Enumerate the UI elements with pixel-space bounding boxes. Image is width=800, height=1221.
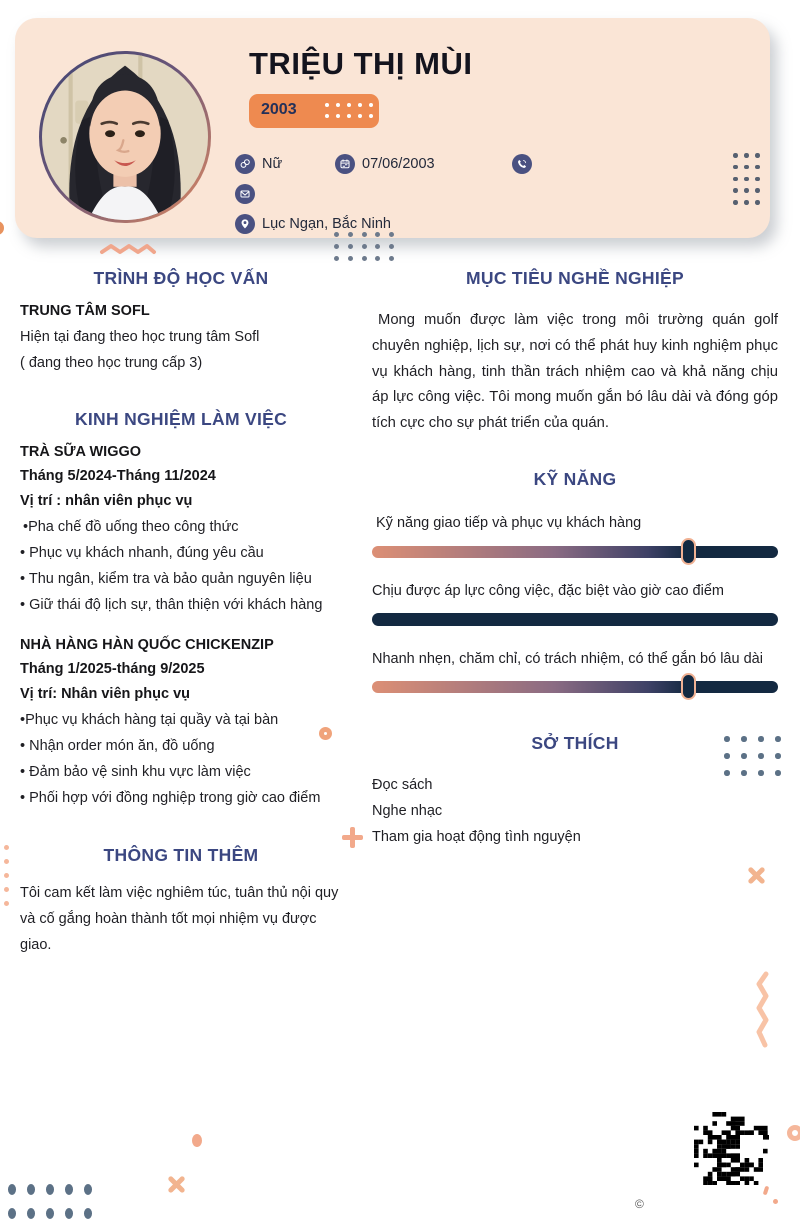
job-duty: • Phục vụ khách nhanh, đúng yêu cầu — [20, 545, 264, 561]
skill-slider-thumb[interactable] — [681, 673, 696, 700]
skill-slider-thumb[interactable] — [681, 538, 696, 565]
job-duty: •Pha chế đồ uống theo công thức — [23, 519, 239, 535]
section-title-education: TRÌNH ĐỘ HỌC VẤN — [93, 268, 269, 288]
education-line: Hiện tại đang theo học trung tâm Sofl — [20, 329, 260, 345]
hobby-item: Tham gia hoạt động tình nguyện — [372, 829, 581, 845]
job-duty: •Phục vụ khách hàng tại quầy và tại bàn — [20, 712, 279, 728]
gender-value: Nữ — [262, 156, 283, 172]
hobby-item: Đọc sách — [372, 777, 433, 793]
zigzag-decoration-vertical — [755, 971, 771, 1051]
section-title-objective: MỤC TIÊU NGHỀ NGHIỆP — [466, 268, 684, 288]
job-duty: • Nhận order món ăn, đồ uống — [20, 738, 215, 754]
gender-icon — [235, 154, 255, 174]
tiny-dot-decoration — [773, 1199, 778, 1204]
skill-slider — [372, 681, 778, 693]
location-value: Lục Ngạn, Bắc Ninh — [262, 216, 391, 232]
skill-label: Nhanh nhẹn, chăm chỉ, có trách nhiệm, có thể gắn bó lâu dài — [372, 651, 763, 667]
skill-slider — [372, 613, 778, 626]
section-title-additional-info: THÔNG TIN THÊM — [103, 845, 259, 865]
tiny-dash-decoration — [763, 1186, 770, 1196]
section-title-experience: KINH NGHIỆM LÀM VIỆC — [74, 409, 288, 429]
skill-label: Kỹ năng giao tiếp và phục vụ khách hàng — [376, 515, 642, 531]
section-title-hobbies: SỞ THÍCH — [531, 733, 619, 753]
year-badge — [249, 94, 379, 128]
education-line: ( đang theo học trung cấp 3) — [20, 355, 203, 371]
additional-info-text: Tôi cam kết làm việc nghiêm túc, tuân thủ nội quy và cố gắng hoàn thành tốt mọi nhiệm vụ được giao. — [20, 885, 339, 953]
copyright-symbol: © — [635, 1197, 644, 1211]
zigzag-decoration — [99, 242, 157, 256]
skill-label: Chịu được áp lực công việc, đặc biệt vào giờ cao điểm — [372, 583, 724, 599]
ring-decoration-right-edge — [787, 1125, 800, 1141]
dot-decoration — [192, 1134, 202, 1147]
job-period: Tháng 5/2024-Tháng 11/2024 — [20, 468, 216, 484]
section-title-skills: KỸ NĂNG — [533, 469, 617, 489]
objective-text: Mong muốn được làm việc trong môi trường quán golf chuyên nghiệp, lịch sự, nơi có thể phát huy kinh nghiệm phục vụ khách hàng, tinh thần trách nhiệm cao và khả năng chịu áp lực công việc. Tôi mong muốn gắn bó lâu dài và đóng góp tích cực cho sự phát triển của quán. — [372, 312, 778, 432]
avatar-photo-illustration — [42, 54, 208, 220]
person-name: TRIỆU THỊ MÙI — [249, 46, 473, 81]
birth-date-value: 07/06/2003 — [362, 156, 435, 172]
location-pin-icon — [235, 214, 255, 234]
job-position: Vị trí : nhân viên phục vụ — [20, 493, 193, 509]
job-position: Vị trí: Nhân viên phục vụ — [20, 686, 190, 702]
calendar-icon — [335, 154, 355, 174]
job-duty: • Đảm bảo vệ sinh khu vực làm việc — [20, 764, 251, 780]
hobby-item: Nghe nhạc — [372, 803, 443, 819]
year-badge-label: 2003 — [261, 101, 297, 118]
job-duty: • Thu ngân, kiểm tra và bảo quản nguyên liệu — [20, 571, 312, 587]
ring-decoration-mid — [319, 727, 332, 740]
header-card — [15, 18, 770, 238]
job-company: TRÀ SỮA WIGGO — [20, 444, 142, 460]
job-duty: • Phối hợp với đồng nghiệp trong giờ cao điểm — [20, 790, 321, 806]
skill-slider — [372, 546, 778, 558]
x-decoration-right — [747, 866, 766, 885]
phone-icon — [512, 154, 532, 174]
plus-decoration — [342, 827, 363, 848]
qr-decoration — [694, 1112, 769, 1185]
x-decoration-bottom-left — [167, 1175, 186, 1194]
mail-icon — [235, 184, 255, 204]
job-period: Tháng 1/2025-tháng 9/2025 — [20, 661, 205, 677]
education-school: TRUNG TÂM SOFL — [20, 303, 150, 319]
job-duty: • Giữ thái độ lịch sự, thân thiện với khách hàng — [20, 597, 323, 613]
ring-decoration-left-edge — [0, 221, 4, 235]
job-company: NHÀ HÀNG HÀN QUỐC CHICKENZIP — [20, 637, 274, 653]
avatar — [39, 51, 211, 223]
